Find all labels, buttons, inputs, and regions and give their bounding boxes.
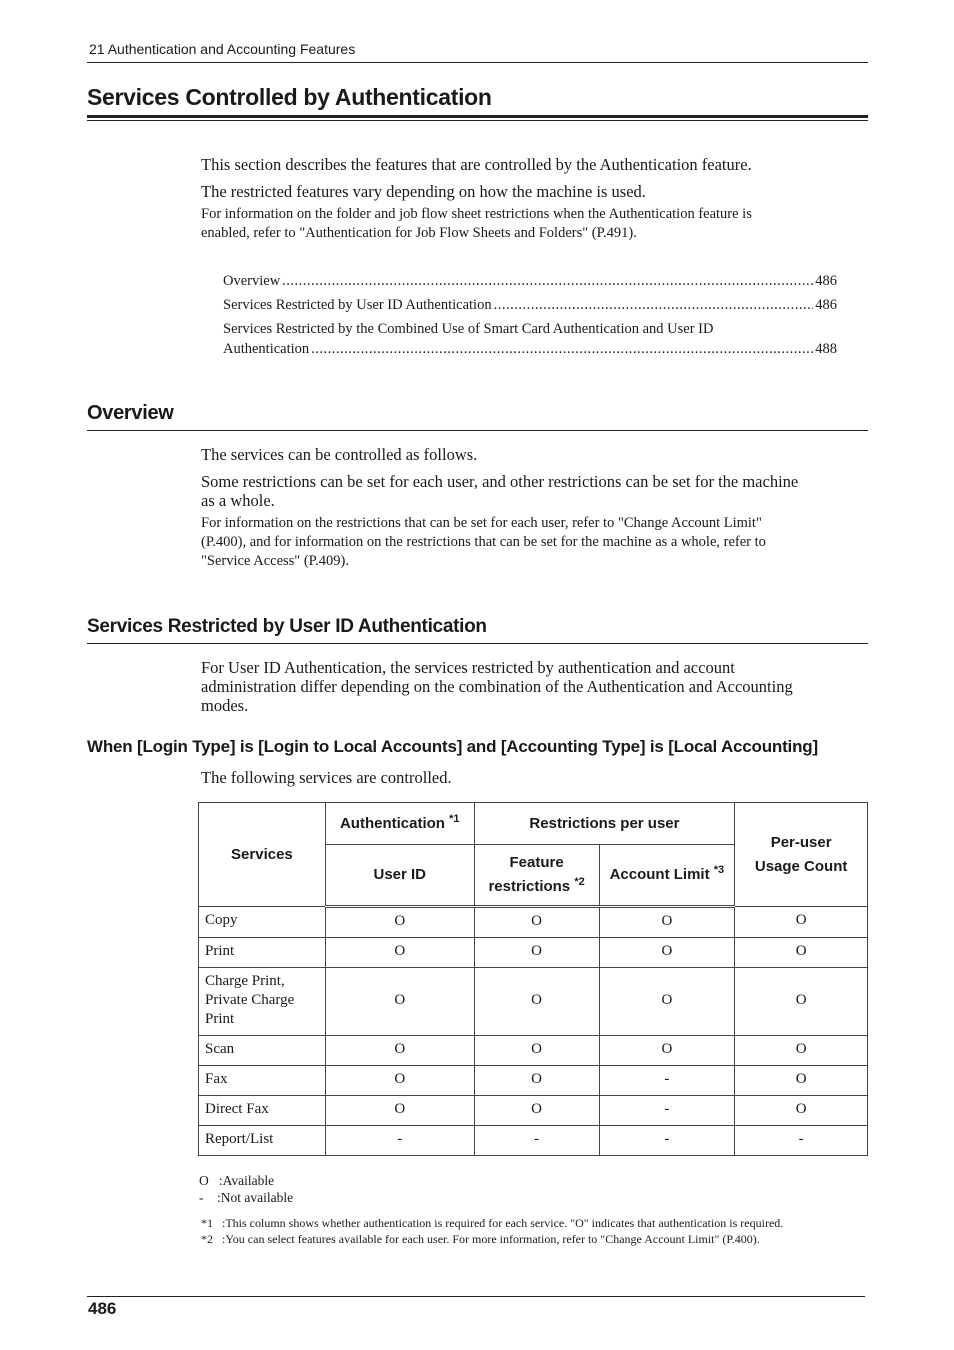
cell-feature: -: [474, 1126, 599, 1156]
footnote-2: *2 :You can select features available for each user. For more information, refer to "Change Account Limit" (P.400).: [201, 1232, 760, 1246]
overview-note-line: "Service Access" (P.409).: [201, 553, 349, 569]
toc-item-overview[interactable]: [223, 271, 837, 291]
overview-note: [201, 514, 766, 571]
toc-item-smart-card[interactable]: [223, 339, 837, 359]
cell-service: [199, 968, 326, 1036]
page-title: Services Controlled by Authentication: [87, 84, 492, 110]
cell-service-line: Private Charge: [205, 992, 295, 1008]
cell-usage: O: [735, 1096, 868, 1126]
header-restrictions: Restrictions per user: [474, 803, 735, 845]
toc-label-line: Services Restricted by the Combined Use of Smart Card Authentication and User ID: [223, 321, 714, 337]
cell-user-id: O: [325, 1096, 474, 1126]
overview-note-line: (P.400), and for information on the restrictions that can be set for the machine as a whole, refer to: [201, 534, 766, 550]
intro-paragraph-1: This section describes the features that are controlled by the Authentication feature.: [201, 155, 752, 174]
title-rule-thick: [87, 115, 868, 118]
cell-service-line: Print: [205, 1011, 235, 1027]
cell-service: Direct Fax: [199, 1096, 326, 1126]
cell-usage: O: [735, 968, 868, 1036]
table-lead: The following services are controlled.: [201, 768, 452, 787]
title-rule-thin: [87, 120, 868, 121]
header-usage-line: Per-user: [770, 833, 832, 851]
cell-service: Print: [199, 938, 326, 968]
header-account-limit: [599, 845, 735, 907]
toc-label: Overview: [223, 273, 281, 289]
cell-usage: O: [735, 938, 868, 968]
user-id-paragraph: [201, 658, 793, 715]
overview-paragraph-line: as a whole.: [201, 491, 275, 510]
header-services: Services: [199, 803, 326, 907]
table-row: [199, 1066, 868, 1096]
footnotes: [201, 1215, 783, 1247]
user-id-paragraph-line: For User ID Authentication, the services restricted by authentication and account: [201, 658, 735, 677]
cell-user-id: -: [325, 1126, 474, 1156]
cell-service: Copy: [199, 907, 326, 938]
table-row: [199, 968, 868, 1036]
header-feature-restrictions: [474, 845, 599, 907]
cell-account: O: [599, 938, 735, 968]
legend-available: O :Available: [199, 1173, 275, 1188]
header-authentication-label: Authentication: [339, 814, 445, 832]
user-id-rule: [87, 643, 868, 644]
cell-usage: -: [735, 1126, 868, 1156]
header-feature-line: restrictions: [488, 878, 571, 895]
header-user-id: User ID: [325, 845, 474, 907]
login-type-subheading: When [Login Type] is [Login to Local Accounts] and [Accounting Type] is [Local Accounting]: [87, 737, 818, 756]
cell-usage: O: [735, 1036, 868, 1066]
cell-service: Report/List: [199, 1126, 326, 1156]
running-header: 21 Authentication and Accounting Features: [89, 41, 356, 57]
table-row: [199, 907, 868, 938]
table-row: [199, 1036, 868, 1066]
intro-paragraph-2: The restricted features vary depending on how the machine is used.: [201, 182, 646, 201]
footer-rule: [87, 1296, 865, 1297]
toc-leader: [282, 271, 813, 291]
cell-service-line: Charge Print,: [205, 973, 285, 989]
cell-account: O: [599, 907, 735, 938]
toc-page: 486: [815, 297, 837, 313]
overview-note-line: For information on the restrictions that can be set for each user, refer to "Change Account Limit": [201, 515, 762, 531]
toc-leader: [311, 339, 813, 359]
cell-service: Scan: [199, 1036, 326, 1066]
cell-usage: O: [735, 1066, 868, 1096]
cell-feature: O: [474, 907, 599, 938]
cell-account: -: [599, 1126, 735, 1156]
overview-paragraph-1: The services can be controlled as follows.: [201, 445, 478, 464]
cell-user-id: O: [325, 1066, 474, 1096]
intro-note-line: enabled, refer to "Authentication for Job Flow Sheets and Folders" (P.491).: [201, 225, 637, 241]
user-id-heading: Services Restricted by User ID Authentication: [87, 616, 487, 637]
header-usage-count: [735, 803, 868, 907]
overview-paragraph-line: Some restrictions can be set for each user, and other restrictions can be set for the machine: [201, 472, 799, 491]
footnote-ref: *2: [574, 876, 585, 888]
cell-feature: O: [474, 1036, 599, 1066]
footnote-1: *1 :This column shows whether authentication is required for each service. "O" indicates that authentication is required.: [201, 1216, 784, 1230]
intro-note-line: For information on the folder and job flow sheet restrictions when the Authentication feature is: [201, 206, 752, 222]
toc-page: 488: [815, 341, 837, 357]
header-usage-line: Usage Count: [754, 857, 848, 875]
overview-rule: [87, 430, 868, 431]
overview-paragraph-2: [201, 472, 798, 510]
page-number: 486: [88, 1299, 117, 1318]
header-account-label: Account Limit: [609, 866, 710, 883]
table-row: [199, 938, 868, 968]
header-authentication: [325, 803, 474, 845]
services-table: [198, 802, 868, 1156]
cell-usage: O: [735, 907, 868, 938]
cell-user-id: O: [325, 907, 474, 938]
toc: [223, 271, 837, 359]
toc-label: Authentication: [223, 341, 310, 357]
overview-heading: Overview: [87, 402, 174, 424]
cell-user-id: O: [325, 1036, 474, 1066]
legend-not-available: - :Not available: [199, 1190, 294, 1205]
legend: [199, 1172, 293, 1206]
cell-feature: O: [474, 1096, 599, 1126]
footnote-ref: *3: [713, 864, 725, 876]
footnote-ref: *1: [449, 812, 460, 825]
cell-feature: O: [474, 1066, 599, 1096]
user-id-paragraph-line: modes.: [201, 696, 249, 715]
header-feature-line: Feature: [509, 854, 564, 871]
user-id-paragraph-line: administration differ depending on the combination of the Authentication and Accounting: [201, 677, 793, 696]
intro-note: [201, 205, 861, 243]
cell-account: -: [599, 1066, 735, 1096]
toc-label: Services Restricted by User ID Authentication: [223, 297, 492, 313]
cell-account: -: [599, 1096, 735, 1126]
table-row: [199, 1126, 868, 1156]
toc-leader: [494, 295, 814, 315]
cell-service: Fax: [199, 1066, 326, 1096]
cell-user-id: O: [325, 968, 474, 1036]
cell-user-id: O: [325, 938, 474, 968]
toc-item-user-id[interactable]: [223, 295, 837, 315]
table-row: [199, 1096, 868, 1126]
cell-feature: O: [474, 968, 599, 1036]
header-rule: [87, 62, 868, 63]
toc-page: 486: [815, 273, 837, 289]
cell-feature: O: [474, 938, 599, 968]
cell-account: O: [599, 1036, 735, 1066]
cell-account: O: [599, 968, 735, 1036]
